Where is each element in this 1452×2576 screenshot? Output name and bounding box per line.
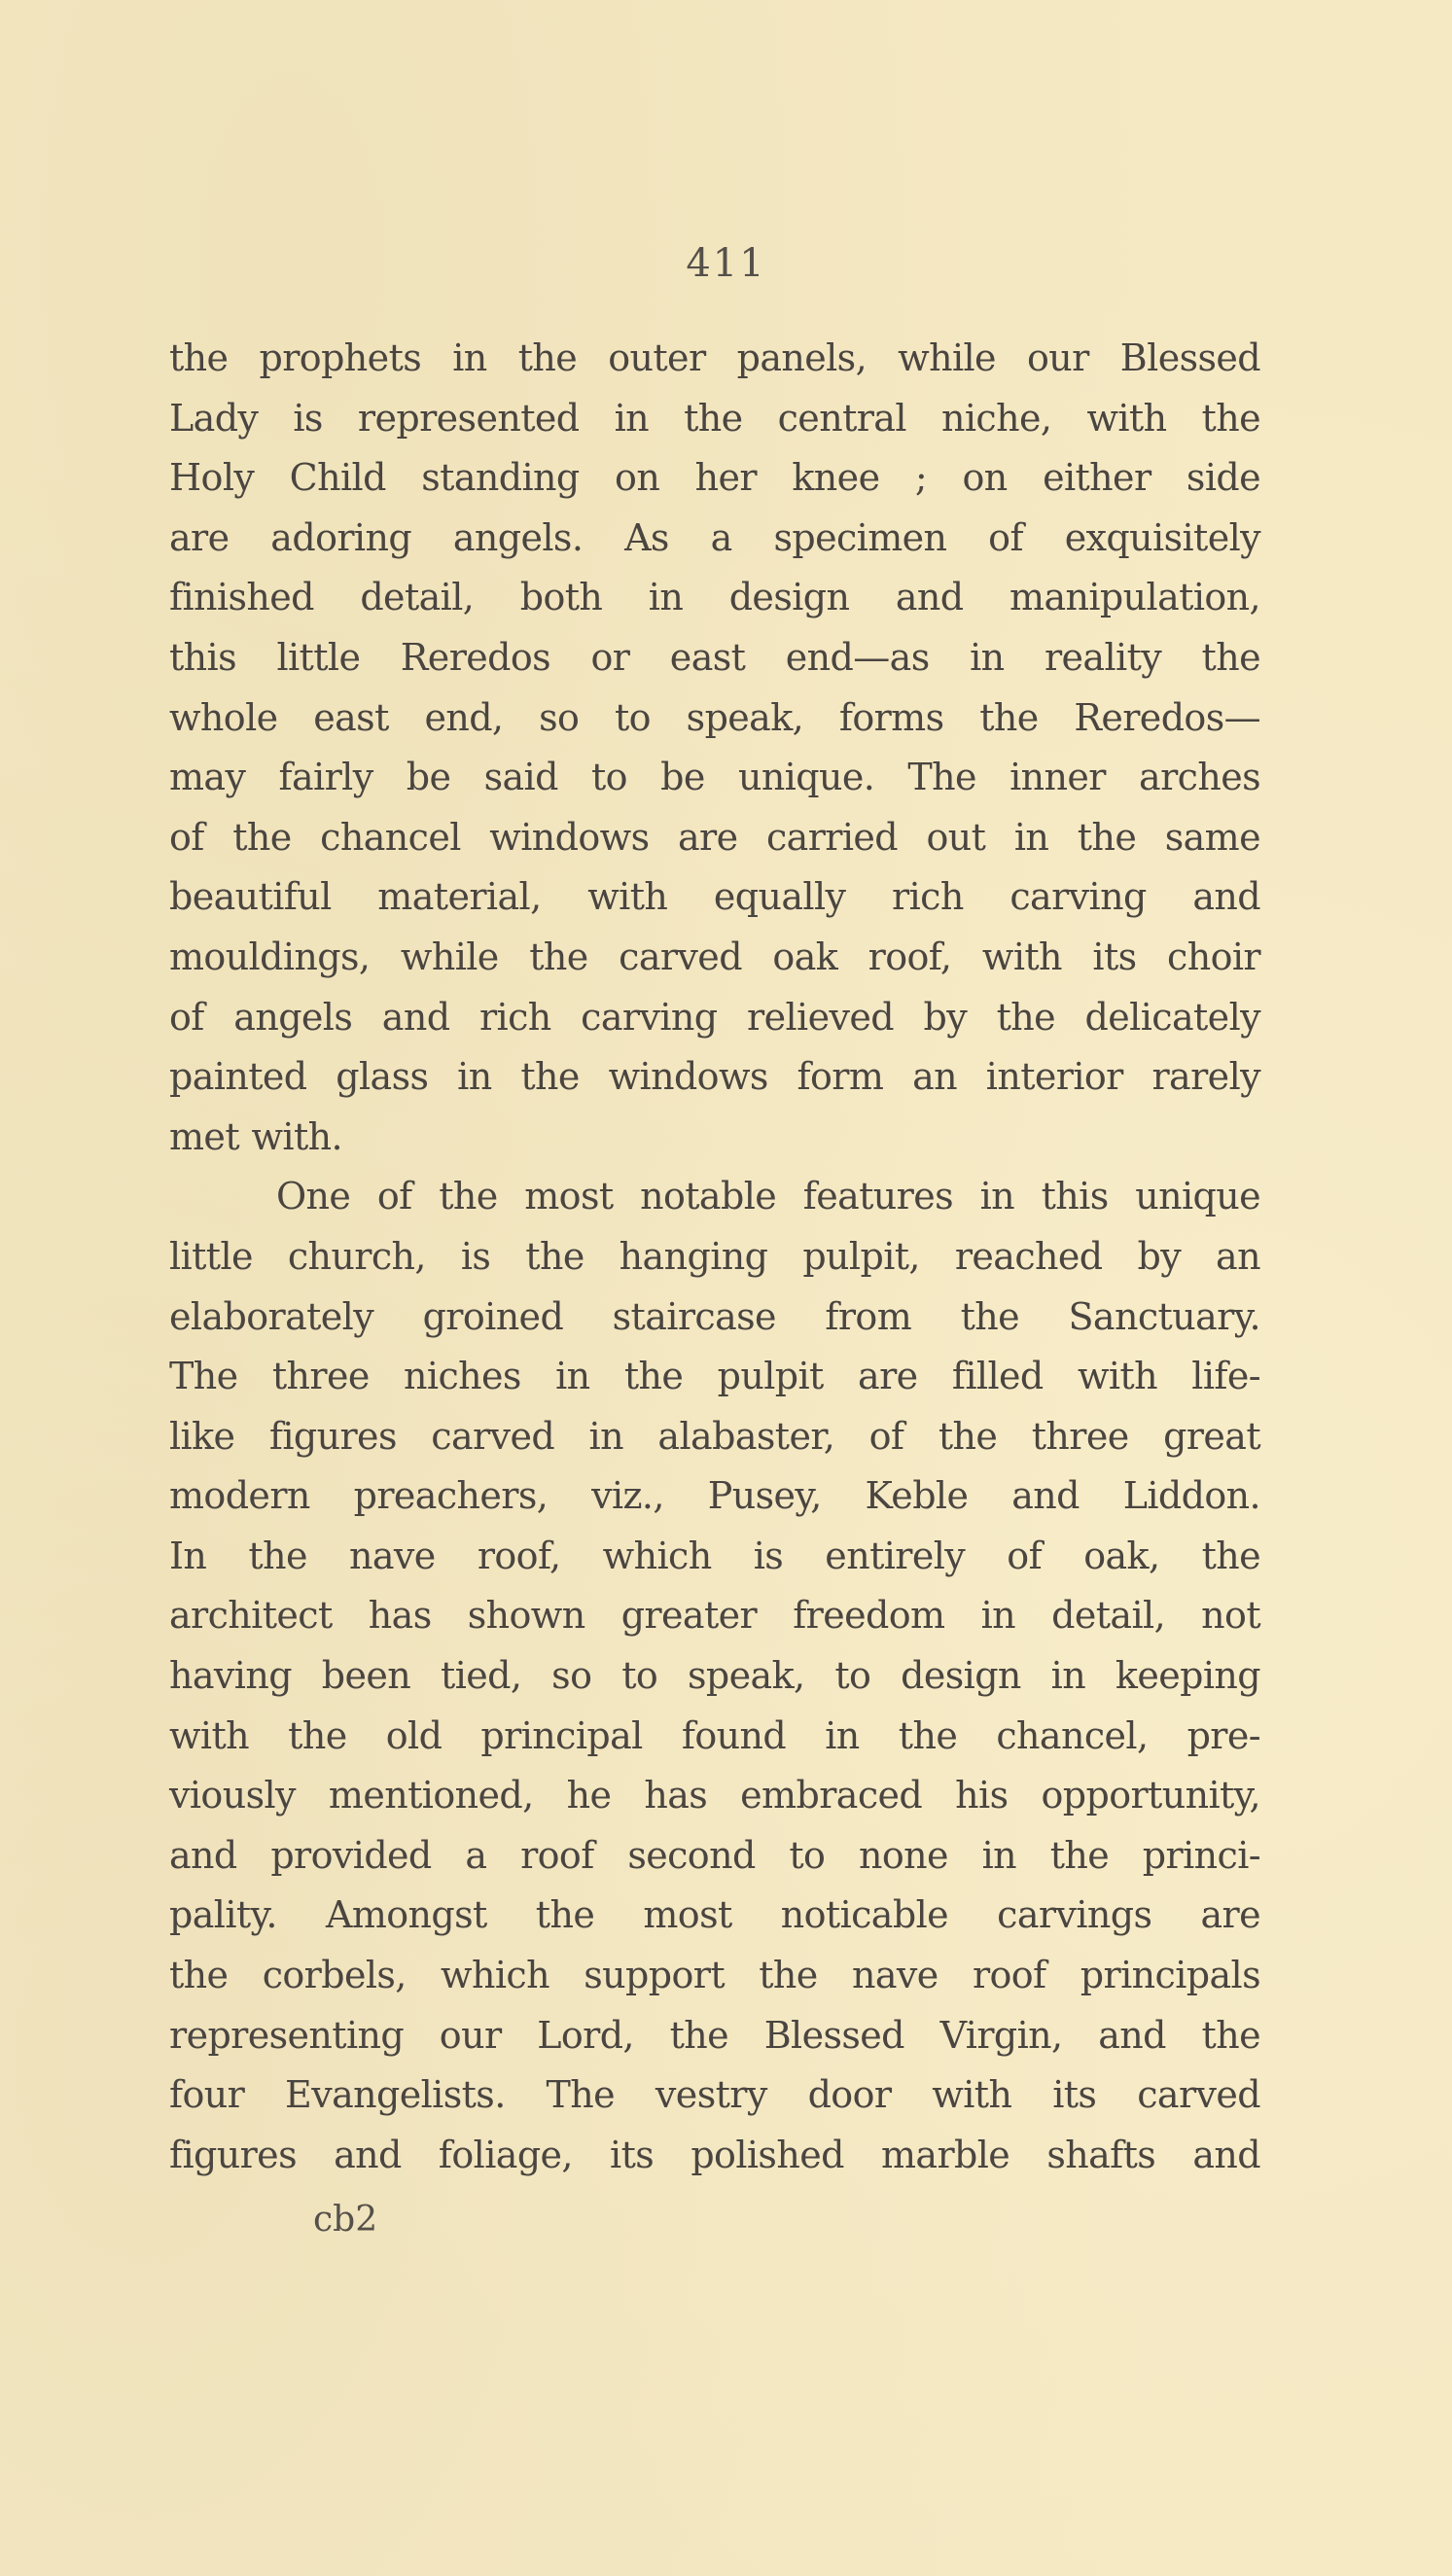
text-line: with the old principal found in the chancel, pre- [169,1713,1260,1757]
text-line: the corbels, which support the nave roof principals [169,1954,1260,1997]
paragraph-1 [169,329,1260,1167]
text-line: architect has shown greater freedom in detail, not [169,1594,1260,1638]
text-line: finished detail, both in design and manipulation, [169,576,1260,619]
text-line: little church, is the hanging pulpit, reached by an [169,1234,1260,1278]
text-line: elaborately groined staircase from the Sanctuary. [169,1294,1260,1338]
text-line: this little Reredos or east end—as in reality the [169,635,1260,679]
signature-mark: cb2 [313,2200,378,2240]
text-line: pality. Amongst the most noticable carvings are [169,1893,1260,1937]
text-line: The three niches in the pulpit are filled with life- [169,1355,1260,1398]
text-line: like figures carved in alabaster, of the three great [169,1414,1260,1458]
text-line: mouldings, while the carved oak roof, with its choir [169,935,1260,978]
text-line: of angels and rich carving relieved by the delicately [169,995,1260,1039]
text-line: of the chancel windows are carried out in the same [169,815,1260,859]
text-line: are adoring angels. As a specimen of exquisitely [169,515,1260,559]
text-line-indented: One of the most notable features in this unique [276,1175,1260,1218]
text-line: modern preachers, viz., Pusey, Keble and Liddon. [169,1474,1260,1518]
text-line: figures and foliage, its polished marble shafts and [169,2133,1260,2176]
text-line: and provided a roof second to none in the princi- [169,1833,1260,1877]
page-number: 411 [686,241,766,286]
text-line: whole east end, so to speak, forms the Reredos— [169,695,1260,739]
text-line-paragraph-end: met with. [169,1114,342,1158]
text-line: Lady is represented in the central niche, with the [169,396,1260,440]
text-line: viously mentioned, he has embraced his opportunity, [169,1774,1260,1817]
text-line: the prophets in the outer panels, while our Blessed [169,336,1260,379]
body-text [169,329,1260,2185]
text-line: may fairly be said to be unique. The inner arches [169,756,1260,799]
text-line: painted glass in the windows form an interior rarely [169,1055,1260,1099]
text-line: representing our Lord, the Blessed Virgin, and the [169,2013,1260,2057]
text-line: four Evangelists. The vestry door with its carved [169,2073,1260,2117]
text-line: In the nave roof, which is entirely of oak, the [169,1534,1260,1577]
text-line: having been tied, so to speak, to design in keeping [169,1654,1260,1698]
text-line: beautiful material, with equally rich carving and [169,875,1260,919]
text-line: Holy Child standing on her knee ; on either side [169,456,1260,500]
paragraph-2 [169,1167,1260,2185]
